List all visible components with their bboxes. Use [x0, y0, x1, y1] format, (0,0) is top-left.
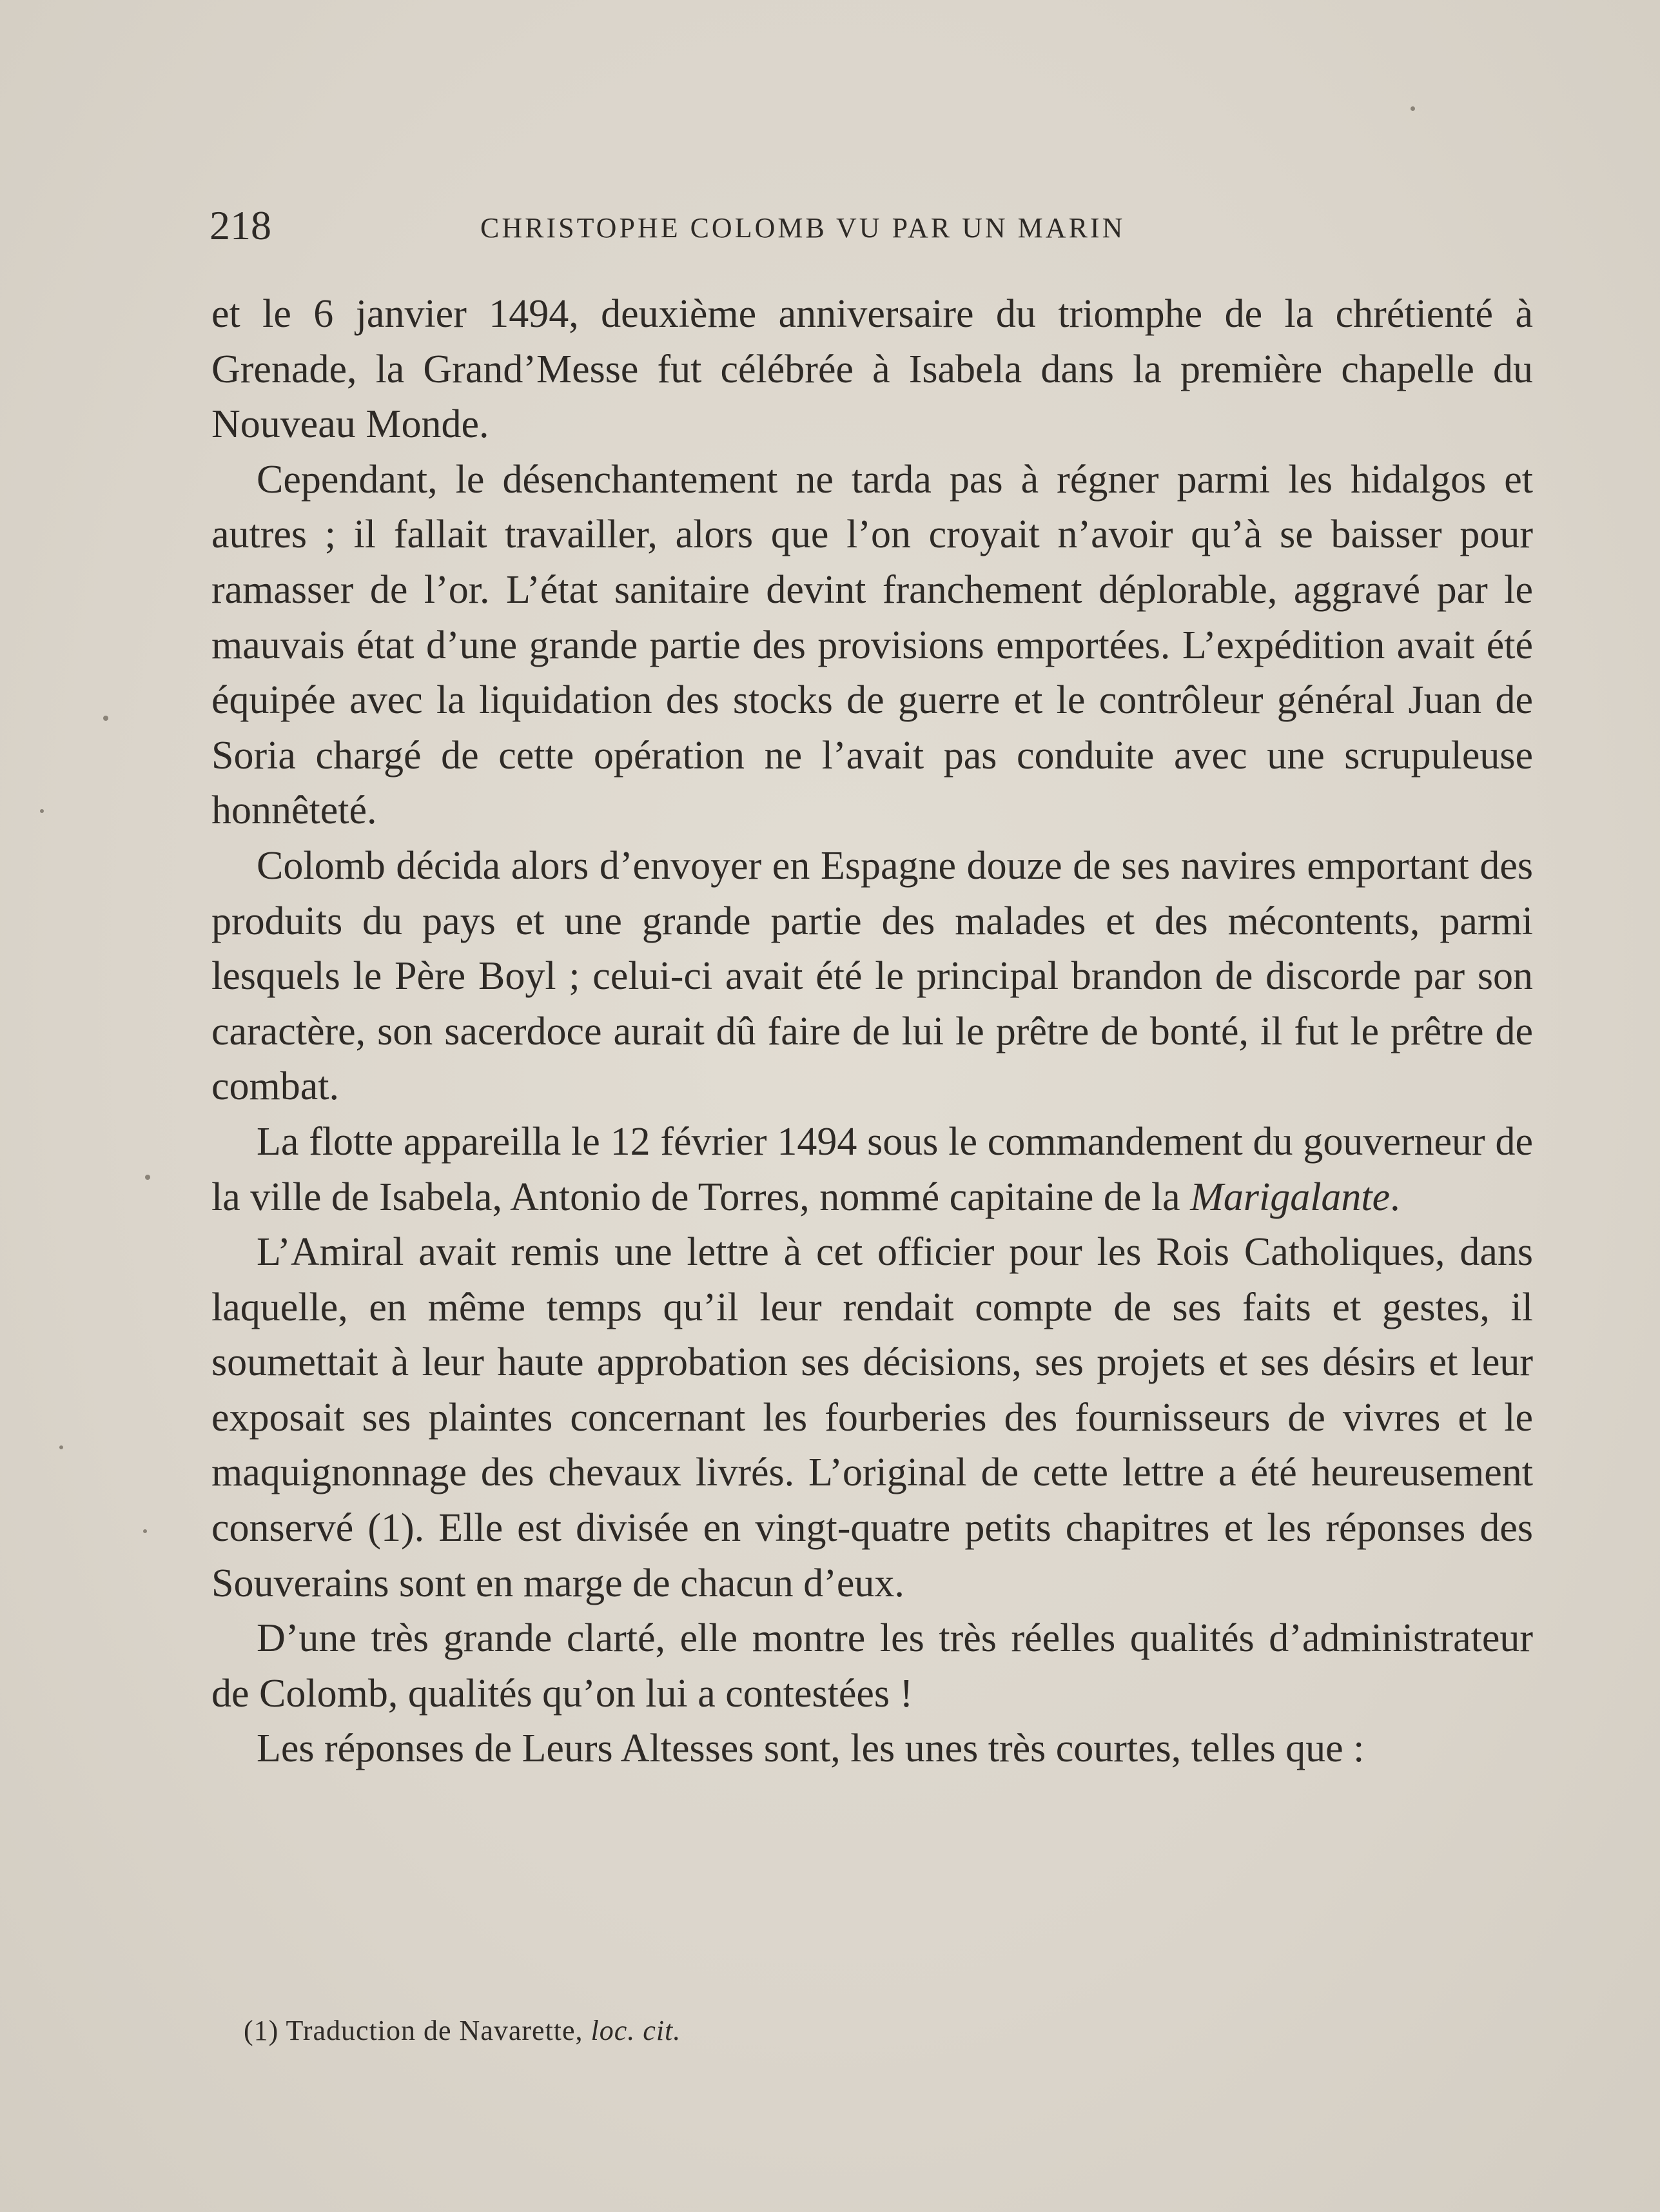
footnote-citation: loc. cit.	[591, 2015, 681, 2046]
page-number: 218	[210, 202, 271, 248]
body-text	[211, 287, 1533, 1777]
page-header	[210, 197, 1260, 255]
ship-name: Marigalante	[1190, 1175, 1391, 1219]
paragraph-1: et le 6 janvier 1494, deuxième anniversaire du triomphe de la chrétienté à Grenade, la Grand’Messe fut célébrée à Isabela dans la première chapelle du Nouveau Monde.	[211, 292, 1533, 447]
paragraph-5: L’Amiral avait remis une lettre à cet officier pour les Rois Catholiques, dans laquelle, en même temps qu’il leur rendait compte de ses faits et gestes, il soumettait à leur haute approbation ses décisions, ses projets et ses désirs et leur exposait ses plaintes concernant les fourberies des fournisseurs de vivres et le maquignonnage des chevaux livrés. L’original de cette lettre a été heureusement conservé (1). Elle est divisée en vingt-quatre petits chapitres et les réponses des Souverains sont en marge de chacun d’eux.	[211, 1230, 1533, 1605]
paper-speck	[40, 809, 44, 813]
paragraph-6: D’une très grande clarté, elle montre les très réelles qualités d’administrateur de Colomb, qualités qu’on lui a contestées !	[211, 1616, 1533, 1716]
paper-speck	[145, 1175, 150, 1180]
paragraph-3: Colomb décida alors d’envoyer en Espagne douze de ses navires emportant des produits du pays et une grande partie des malades et des mécontents, parmi lesquels le Père Boyl ; celui-ci avait été le principal brandon de discorde par son caractère, son sacerdoce aurait dû faire de lui le prêtre de bonté, il fut le prêtre de combat.	[211, 843, 1533, 1109]
paper-speck	[1411, 106, 1415, 111]
footnote-marker: (1)	[244, 2015, 279, 2046]
paper-speck	[143, 1529, 147, 1533]
footnote	[244, 2011, 1469, 2050]
paper-speck	[103, 716, 108, 721]
paragraph-4-text: La flotte appareilla le 12 février 1494 sous le commandement du gouverneur de la ville de Isabela, Antonio de Torres, nommé capitaine de la	[211, 1119, 1533, 1219]
paragraph-4-end: .	[1390, 1175, 1400, 1219]
paragraph-7: Les réponses de Leurs Altesses sont, les unes très courtes, telles que :	[257, 1727, 1365, 1771]
paragraph-2: Cependant, le désenchantement ne tarda pas à régner parmi les hidalgos et autres ; il fallait travailler, alors que l’on croyait n’avoir qu’à se baisser pour ramasser de l’or. L’état sanitaire devint franchement déplorable, aggravé par le mauvais état d’une grande partie des provisions emportées. L’expédition avait été équipée avec la liquidation des stocks de guerre et le contrôleur général Juan de Soria chargé de cette opération ne l’avait pas conduite avec une scrupuleuse honnêteté.	[211, 457, 1533, 833]
paper-speck	[59, 1445, 63, 1449]
footnote-text: Traduction de Navarette,	[286, 2015, 583, 2046]
paragraph-4	[211, 1115, 1533, 1225]
running-title: CHRISTOPHE COLOMB VU PAR UN MARIN	[480, 212, 1126, 244]
